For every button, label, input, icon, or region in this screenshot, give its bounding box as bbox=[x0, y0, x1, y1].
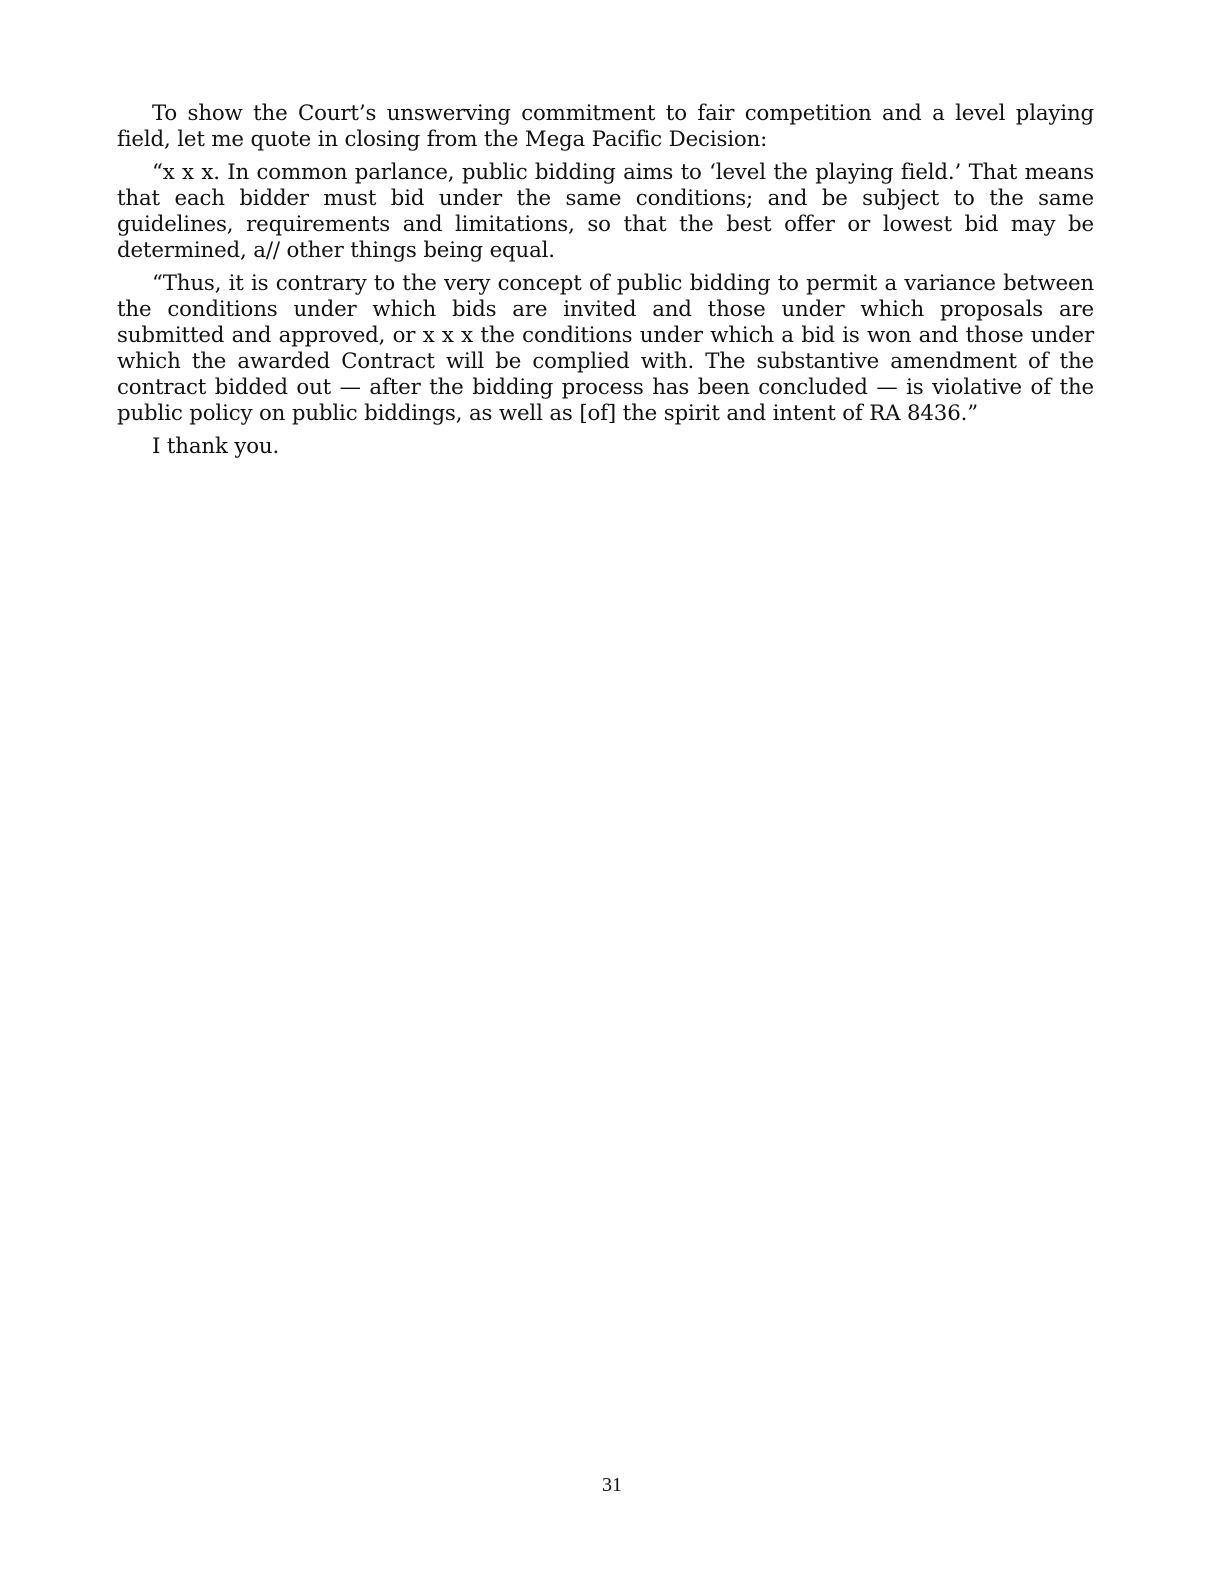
paragraph-intro: To show the Court’s unswerving commitment to fair competition and a level playing field, let me quote in closing from the Mega Pacific Decision: bbox=[117, 101, 1094, 152]
page-number: 31 bbox=[602, 1474, 622, 1496]
paragraph-quote-2: “Thus, it is contrary to the very concept of public bidding to permit a variance between the conditions under which bids are invited and those under which proposals are submitted and approved, or x x x the conditions under which a bid is won and those under which the awarded Contract will be complied with. The substantive amendment of the contract bidded out — after the bidding process has been concluded — is violative of the public policy on public biddings, as well as [of] the spirit and intent of RA 8436.” bbox=[117, 271, 1094, 426]
document-body bbox=[117, 101, 1094, 467]
paragraph-closing: I thank you. bbox=[152, 434, 280, 459]
paragraph-quote-1: “x x x. In common parlance, public bidding aims to ‘level the playing field.’ That means that each bidder must bid under the same conditions; and be subject to the same guidelines, requirements and limitations, so that the best offer or lowest bid may be determined, a// other things being equal. bbox=[117, 160, 1094, 263]
